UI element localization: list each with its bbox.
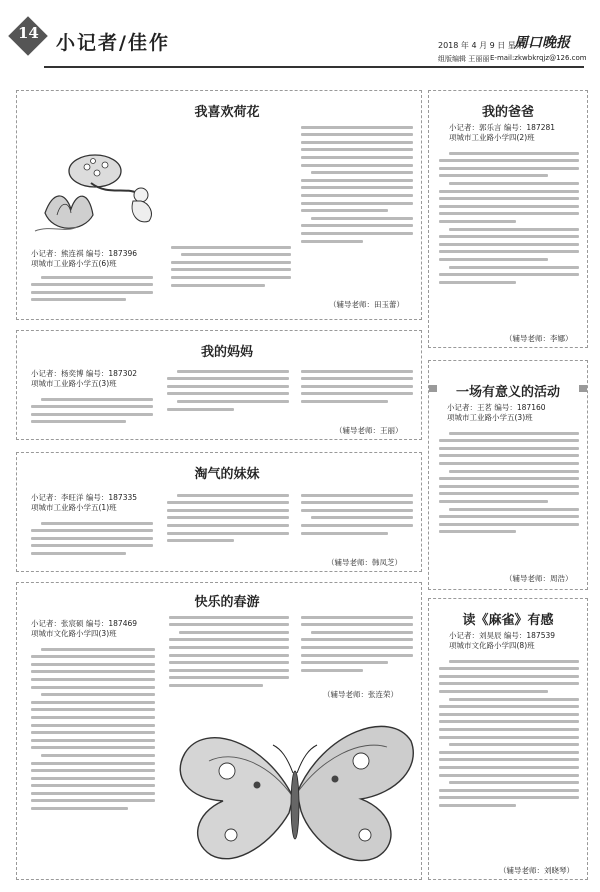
- article-body: [167, 365, 289, 435]
- school-class: 项城市文化路小学四(3)班: [31, 629, 117, 638]
- article-title: 我喜欢荷花: [194, 105, 260, 120]
- article-title: 快乐的春游: [194, 595, 260, 610]
- article-lotus: [16, 90, 422, 320]
- newspaper-logo: 周口晚报: [514, 35, 570, 51]
- reporter-info: 小记者：王茗 编号：187160: [447, 403, 546, 412]
- teacher-credit: （辅导老师：韩凤芝）: [327, 558, 402, 567]
- reporter-info: 小记者：熊连祺 编号：187396: [31, 249, 138, 258]
- teacher-credit: （辅导老师：张连荣）: [323, 690, 398, 699]
- article-body: [301, 611, 413, 695]
- butterfly-illustration: [165, 701, 419, 873]
- article-body: [439, 655, 579, 861]
- article-dad: [428, 90, 588, 348]
- school-class: 项城市工业路小学五(6)班: [31, 259, 117, 268]
- article-title: 淘气的妹妹: [194, 467, 260, 482]
- article-byline: [449, 631, 585, 651]
- article-mom: [16, 330, 422, 440]
- article-maque: [428, 598, 588, 880]
- teacher-credit: （辅导老师：周浩）: [505, 574, 573, 583]
- school-class: 项城市文化路小学四(8)班: [449, 641, 535, 650]
- article-byline: [447, 403, 585, 423]
- article-activity: [428, 360, 588, 590]
- article-body: [31, 517, 153, 565]
- teacher-credit: （辅导老师：王丽）: [335, 426, 403, 435]
- school-class: 项城市工业路小学五(3)班: [447, 413, 533, 422]
- article-byline: [31, 249, 171, 269]
- article-title: 读《麻雀》有感: [462, 613, 554, 628]
- article-title: 我的妈妈: [200, 345, 253, 360]
- reporter-info: 小记者：张宸硕 编号：187469: [31, 619, 138, 628]
- teacher-credit: （辅导老师：田玉蕾）: [329, 300, 404, 309]
- header-rule: [44, 66, 584, 68]
- article-byline: [31, 493, 171, 513]
- reporter-info: 小记者：杨奕博 编号：187302: [31, 369, 138, 378]
- article-title: 我的爸爸: [481, 105, 534, 120]
- article-body: [301, 365, 413, 421]
- article-body: [439, 427, 579, 567]
- contact-email: E-mail:zkwbkrqjz@126.com: [490, 54, 587, 62]
- school-class: 项城市工业路小学四(2)班: [449, 133, 535, 142]
- page-header: [0, 0, 600, 62]
- school-class: 项城市工业路小学五(3)班: [31, 379, 117, 388]
- teacher-credit: （辅导老师：刘晓琴）: [499, 866, 574, 875]
- article-byline: [449, 123, 585, 143]
- page-number: 14: [18, 24, 39, 42]
- teacher-credit: （辅导老师：李娜）: [505, 334, 573, 343]
- section-title: 小记者/佳作: [56, 32, 170, 54]
- article-title: 一场有意义的活动: [455, 385, 560, 400]
- issue-date: 2018 年 4 月 9 日 星期一: [438, 41, 532, 50]
- article-body: [31, 271, 153, 311]
- reporter-info: 小记者：李旺洋 编号：187335: [31, 493, 138, 502]
- article-body: [301, 121, 413, 289]
- layout-editor: 组版编辑 王丽丽: [438, 55, 490, 63]
- school-class: 项城市工业路小学五(1)班: [31, 503, 117, 512]
- article-sister: [16, 452, 422, 572]
- lotus-girl-illustration: [31, 121, 159, 245]
- reporter-info: 小记者：刘昊辰 编号：187539: [449, 631, 556, 640]
- reporter-info: 小记者：郭乐言 编号：187281: [449, 123, 556, 132]
- article-byline: [31, 369, 171, 389]
- article-body: [167, 489, 289, 567]
- article-body: [31, 393, 153, 433]
- article-body: [31, 643, 155, 873]
- article-body: [301, 489, 413, 553]
- article-spring-outing: [16, 582, 422, 880]
- article-body: [439, 147, 579, 331]
- article-byline: [31, 619, 171, 639]
- article-body: [171, 241, 291, 313]
